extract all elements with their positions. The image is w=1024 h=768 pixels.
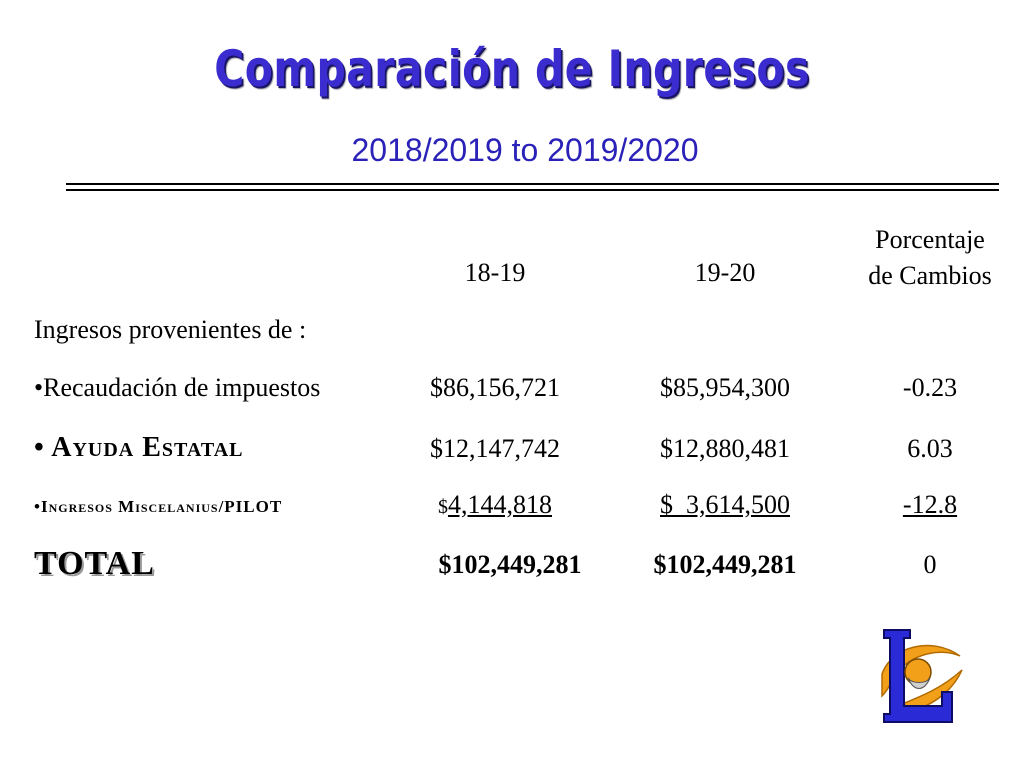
page-title: Comparación de Ingresos bbox=[214, 40, 810, 98]
header-pct-line2: de Cambios bbox=[868, 261, 992, 290]
total-18-19: $102,449,281 bbox=[438, 550, 582, 579]
total-19-20: $102,449,281 bbox=[653, 550, 797, 579]
row-misc-19-20: $ 3,614,500 bbox=[660, 490, 790, 519]
row-label-miscelanius: •Ingresos Miscelanius/PILOT bbox=[34, 497, 283, 516]
row-ayuda-pct: 6.03 bbox=[907, 434, 953, 463]
total-pct: 0 bbox=[923, 550, 937, 579]
header-pct-line1: Porcentaje bbox=[875, 225, 985, 254]
row-impuestos-18-19: $86,156,721 bbox=[430, 373, 560, 402]
row-label-impuestos: •Recaudación de impuestos bbox=[34, 373, 321, 402]
row-misc-pct: -12.8 bbox=[902, 490, 958, 519]
header-col-pct bbox=[845, 222, 1015, 294]
row-misc-18-19 bbox=[420, 490, 570, 520]
divider-top bbox=[66, 183, 999, 185]
row-ayuda-19-20: $12,880,481 bbox=[660, 434, 790, 463]
row-misc-18-19-value: 4,144,818 bbox=[448, 490, 552, 519]
section-label: Ingresos provenientes de : bbox=[34, 315, 307, 344]
header-col-19-20: 19-20 bbox=[694, 258, 756, 287]
row-impuestos-pct: -0.23 bbox=[902, 373, 958, 402]
row-misc-dollar: $ bbox=[438, 496, 448, 518]
row-impuestos-19-20: $85,954,300 bbox=[660, 373, 790, 402]
header-col-18-19: 18-19 bbox=[464, 258, 526, 287]
total-label: TOTAL bbox=[34, 545, 155, 582]
page-subtitle: 2018/2019 to 2019/2020 bbox=[351, 132, 699, 168]
row-ayuda-18-19: $12,147,742 bbox=[430, 434, 560, 463]
school-logo bbox=[872, 626, 968, 726]
divider-bottom bbox=[66, 189, 999, 191]
row-label-ayuda-estatal: • Ayuda Estatal bbox=[34, 432, 244, 463]
